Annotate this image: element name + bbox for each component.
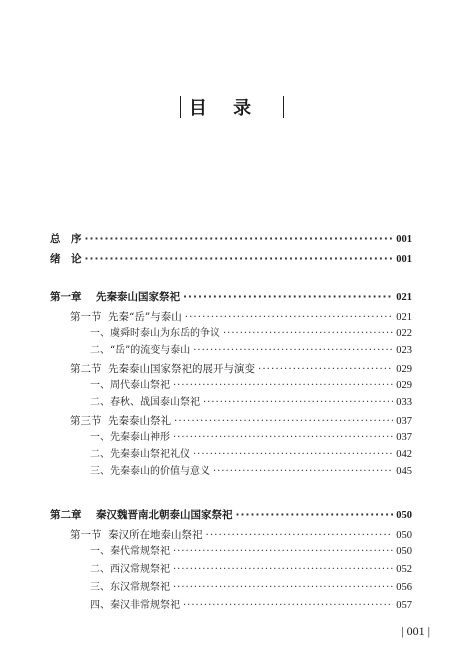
item-label: 一、秦代常规祭祀 [90, 546, 170, 557]
leader-dots [236, 508, 394, 522]
toc-item[interactable] [90, 379, 412, 393]
leader-dots [203, 396, 393, 410]
chapter-number: 第一章 [50, 291, 82, 303]
item-page: 052 [396, 564, 412, 575]
item-label: 一、虞舜时泰山为东岳的争议 [90, 328, 220, 339]
leader-dots [185, 310, 394, 324]
item-label: 一、周代泰山祭祀 [90, 380, 170, 391]
leader-dots [193, 344, 393, 358]
section-title: 秦汉所在地泰山祭祀 [108, 529, 203, 541]
section-page: 029 [396, 364, 412, 375]
leader-dots [213, 465, 393, 479]
item-label: 三、东汉常规祭祀 [90, 582, 170, 593]
section-number: 第二节 [70, 363, 102, 375]
leader-dots [206, 528, 394, 542]
chapter-number: 第二章 [50, 509, 82, 521]
page-number-footer: | 001 | [401, 624, 430, 638]
leader-dots [258, 362, 393, 376]
toc-section-1-2[interactable] [70, 362, 412, 377]
toc-section-2-1[interactable] [70, 528, 412, 543]
item-page: 050 [396, 546, 412, 557]
leader-dots [173, 431, 393, 445]
toc-section-1-3[interactable] [70, 414, 412, 429]
title-right-rule [283, 96, 284, 118]
leader-dots [85, 252, 394, 266]
leader-dots [173, 563, 393, 577]
section-title: 先秦泰山国家祭祀的展开与演变 [108, 363, 255, 375]
item-page: 033 [396, 397, 412, 408]
toc-entry-preface[interactable] [50, 232, 412, 247]
chapter-page: 050 [396, 510, 412, 521]
toc-item[interactable] [90, 563, 412, 577]
leader-dots [223, 327, 393, 341]
toc-title-block [0, 92, 450, 122]
toc-item[interactable] [90, 431, 412, 445]
leader-dots [174, 414, 393, 428]
toc-section-1-1[interactable] [70, 310, 412, 325]
item-label: 二、西汉常规祭祀 [90, 564, 170, 575]
toc-item[interactable] [90, 396, 412, 410]
item-page: 042 [396, 449, 412, 460]
section-number: 第一节 [70, 311, 102, 323]
leader-dots [183, 290, 393, 304]
item-label: 二、春秋、战国泰山祭祀 [90, 397, 200, 408]
leader-dots [173, 581, 393, 595]
toc-item[interactable] [90, 327, 412, 341]
section-page: 021 [396, 312, 412, 323]
item-label: 二、“岳”的流变与泰山 [90, 345, 191, 356]
toc-item[interactable] [90, 599, 412, 613]
toc-item[interactable] [90, 581, 412, 595]
section-title: 先秦“岳”与泰山 [108, 311, 182, 323]
item-page: 057 [396, 600, 412, 611]
item-page: 023 [396, 345, 412, 356]
leader-dots [183, 599, 393, 613]
entry-label: 总 序 [50, 233, 82, 245]
item-label: 一、先秦泰山神形 [90, 432, 170, 443]
leader-dots [193, 448, 393, 462]
leader-dots [85, 232, 394, 246]
section-page: 037 [396, 416, 412, 427]
chapter-page: 021 [396, 292, 412, 303]
item-page: 022 [396, 328, 412, 339]
toc-item[interactable] [90, 448, 412, 462]
item-page: 029 [396, 380, 412, 391]
toc-chapter-1[interactable] [50, 290, 412, 305]
item-label: 四、秦汉非常规祭祀 [90, 600, 180, 611]
toc-item[interactable] [90, 344, 412, 358]
chapter-title: 先秦泰山国家祭祀 [96, 291, 180, 303]
entry-page: 001 [396, 234, 412, 245]
toc-item[interactable] [90, 545, 412, 559]
section-number: 第一节 [70, 529, 102, 541]
item-page: 056 [396, 582, 412, 593]
entry-label: 绪 论 [50, 253, 82, 265]
item-page: 045 [396, 466, 412, 477]
leader-dots [173, 379, 393, 393]
item-page: 037 [396, 432, 412, 443]
leader-dots [173, 545, 393, 559]
item-label: 二、先秦泰山祭祀礼仪 [90, 449, 190, 460]
chapter-title: 秦汉魏晋南北朝泰山国家祭祀 [96, 509, 233, 521]
toc-entry-introduction[interactable] [50, 252, 412, 267]
page-title: 目 录 [188, 98, 262, 119]
toc-chapter-2[interactable] [50, 508, 412, 523]
section-title: 先秦泰山祭礼 [108, 415, 171, 427]
section-number: 第三节 [70, 415, 102, 427]
section-page: 050 [396, 530, 412, 541]
toc-item[interactable] [90, 465, 412, 479]
entry-page: 001 [396, 254, 412, 265]
item-label: 三、先秦泰山的价值与意义 [90, 466, 210, 477]
